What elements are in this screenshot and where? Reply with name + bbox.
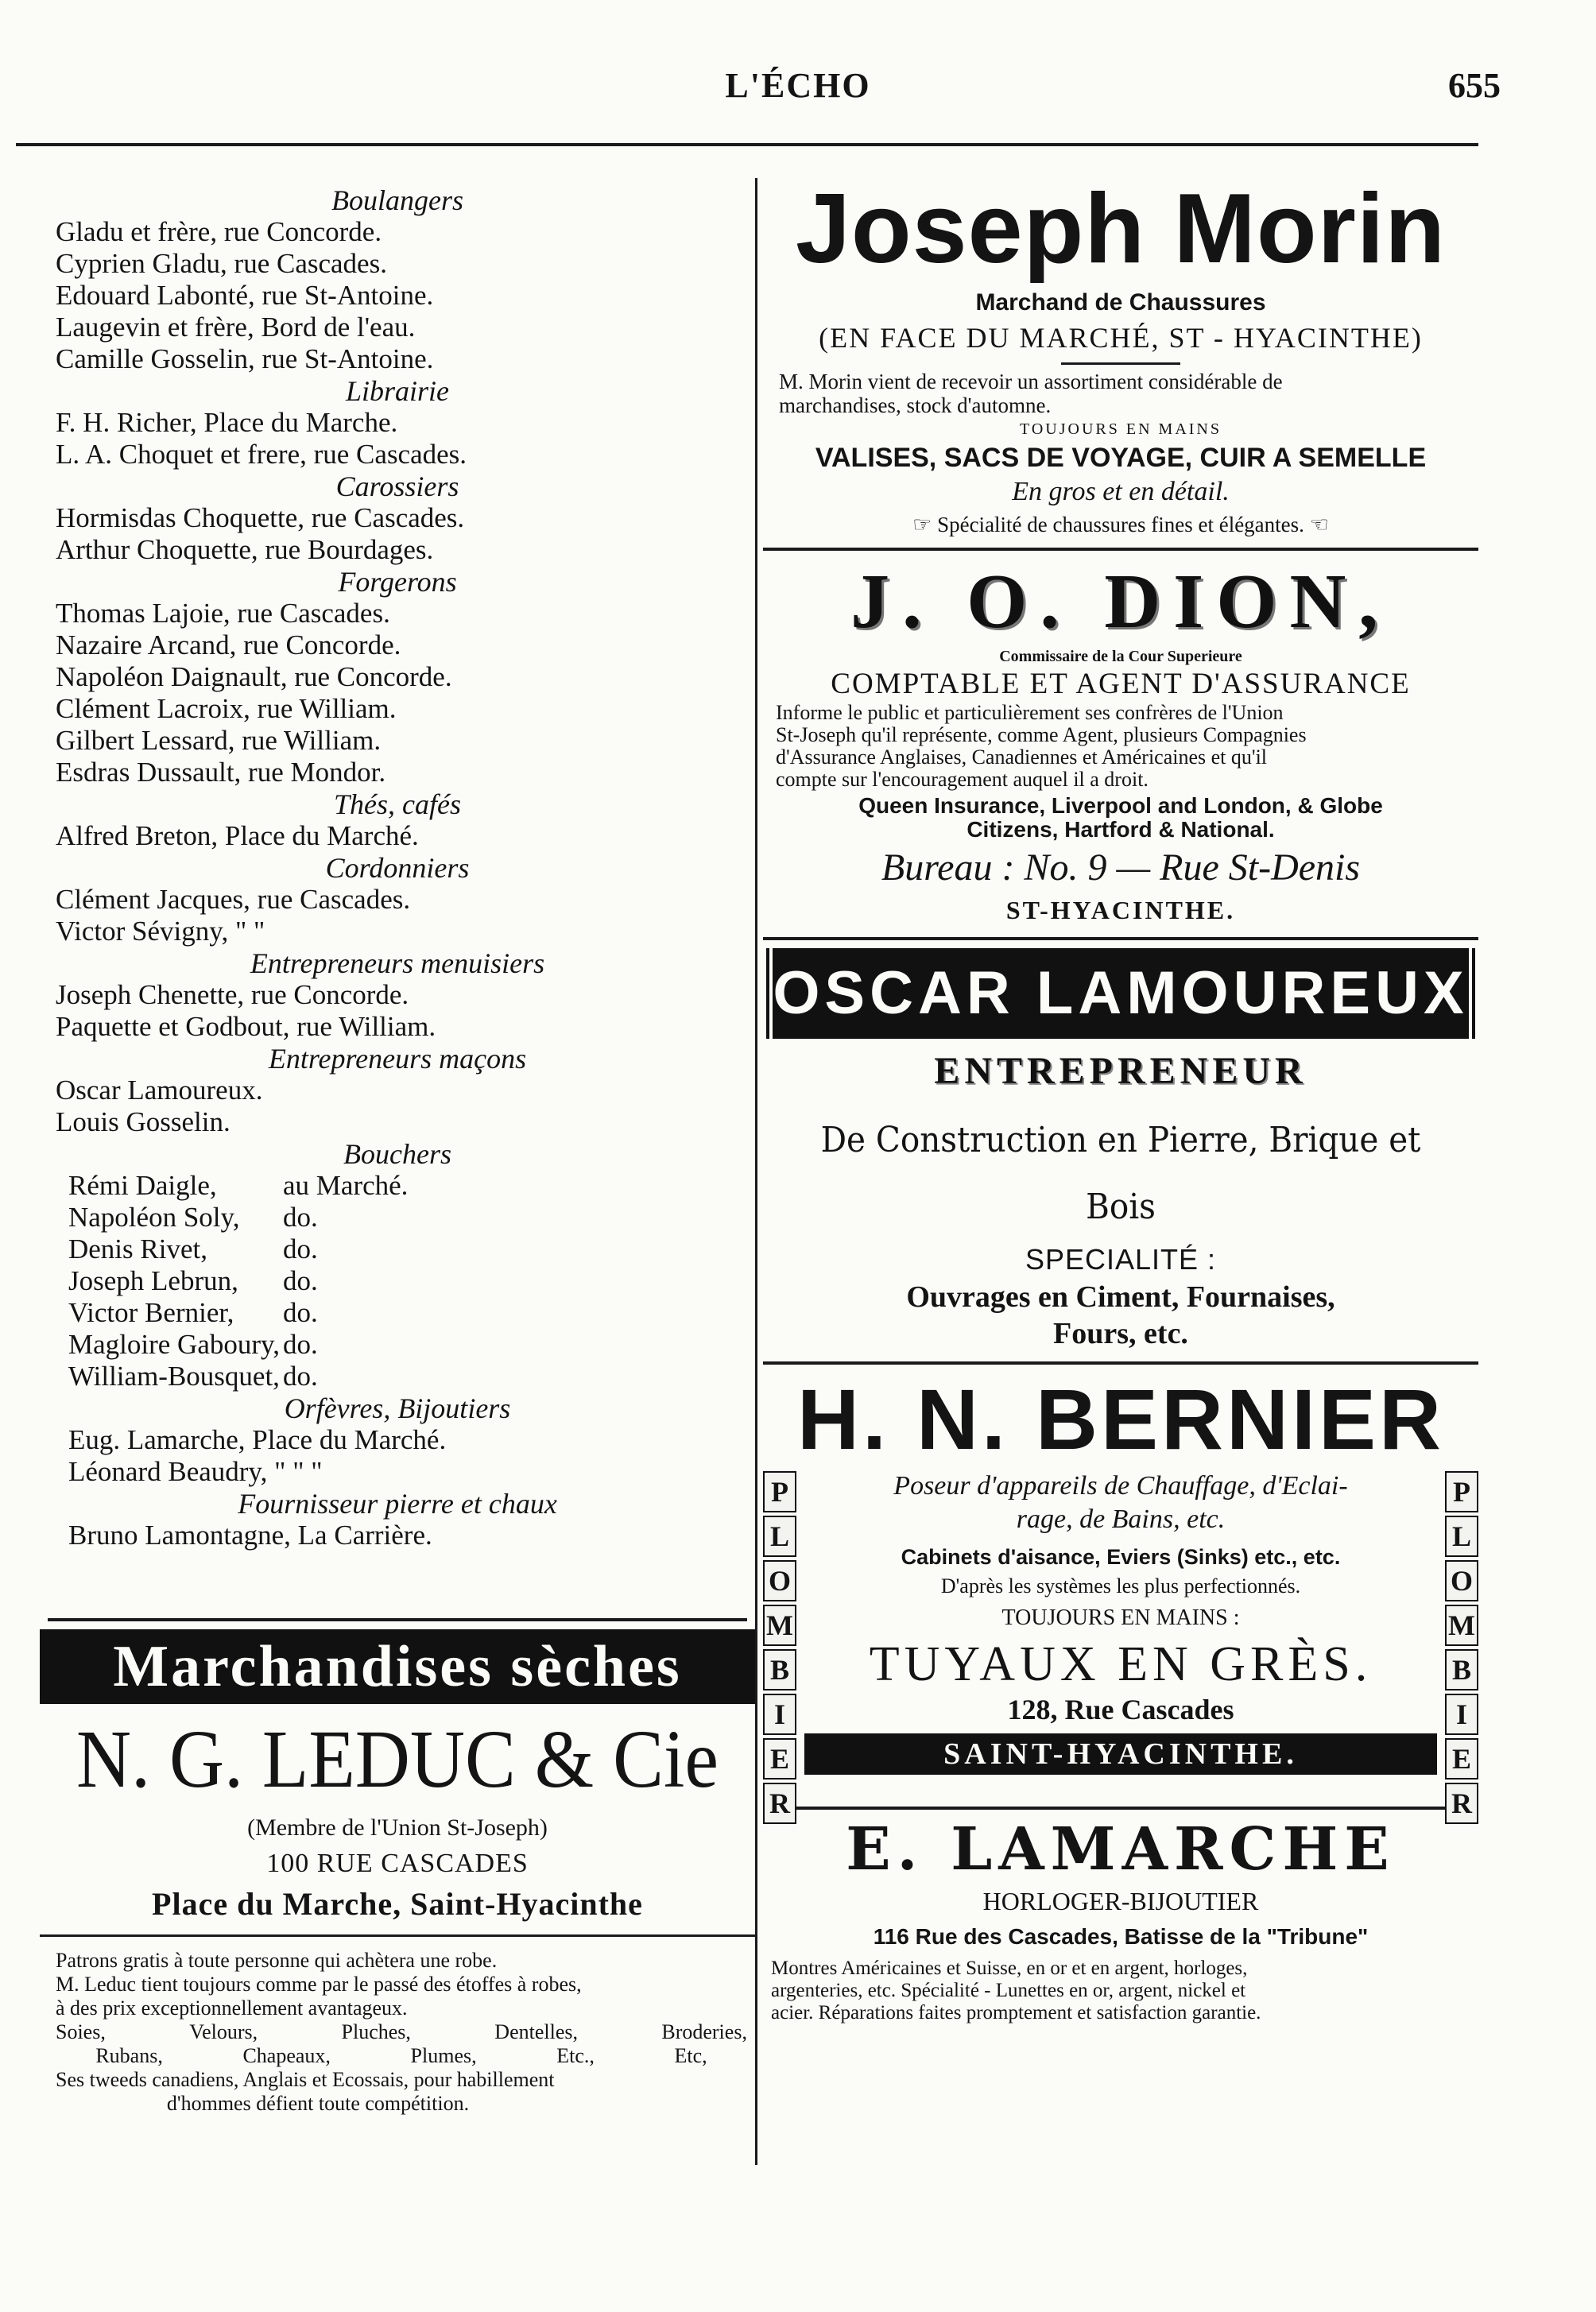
boucher-name: Magloire Gaboury,: [68, 1329, 280, 1360]
leduc-item: Dentelles,: [494, 2020, 578, 2043]
plombier-letter: E: [1445, 1738, 1478, 1780]
section-title: Fournisseur pierre et chaux: [238, 1488, 557, 1520]
bernier-poseur: rage, de Bains, etc.: [1016, 1505, 1226, 1534]
directory-entry: Clément Lacroix, rue William.: [56, 693, 397, 724]
section-title: Entrepreneurs maçons: [268, 1043, 527, 1075]
dion-text-line: St-Joseph qu'il représente, comme Agent, plusieurs Compagnies: [776, 723, 1307, 746]
section-title: Forgerons: [338, 566, 457, 598]
boucher-row: [68, 1297, 739, 1329]
leduc-item: Etc.,: [556, 2044, 595, 2067]
header-rule: [16, 143, 1478, 146]
section-title: Bouchers: [343, 1138, 451, 1170]
directory-entry: Gladu et frère, rue Concorde.: [56, 216, 382, 247]
section-title: Cordonniers: [325, 852, 470, 884]
morin-ad: [763, 170, 1478, 540]
morin-text-line: marchandises, stock d'automne.: [779, 393, 1052, 417]
bouchers-list: [56, 1170, 739, 1392]
leduc-item: Pluches,: [341, 2020, 411, 2043]
directory-entry: Cyprien Gladu, rue Cascades.: [56, 248, 387, 279]
morin-text-line: M. Morin vient de recevoir un assortiment considérable de: [779, 370, 1283, 393]
section-title: Thés, cafés: [334, 788, 461, 820]
boucher-name: William-Bousquet,: [68, 1361, 280, 1392]
leduc-mid-rule: [40, 1934, 755, 1937]
boucher-place: do.: [283, 1361, 318, 1392]
ad-separator: [763, 548, 1478, 551]
page-number: 655: [1448, 66, 1501, 105]
pointing-hand-icon: ☞: [912, 513, 938, 536]
lamarche-trade: HORLOGER-BIJOUTIER: [982, 1887, 1259, 1915]
lamoureux-ad: [763, 948, 1478, 1352]
dion-text-line: d'Assurance Anglaises, Canadiennes et Américaines et qu'il: [776, 745, 1268, 769]
bernier-name: H. N. BERNIER: [796, 1371, 1445, 1467]
bernier-poseur: Poseur d'appareils de Chauffage, d'Eclai-: [893, 1471, 1348, 1501]
plombier-letter: P: [763, 1471, 796, 1512]
directory-entry: Arthur Choquette, rue Bourdages.: [56, 534, 434, 565]
morin-trade: Marchand de Chaussures: [975, 289, 1266, 316]
boucher-row: [68, 1329, 739, 1361]
plombier-letter: B: [1445, 1649, 1478, 1690]
boucher-row: [68, 1233, 739, 1265]
section-title: Librairie: [345, 375, 450, 407]
directory-entry: Oscar Lamoureux.: [56, 1075, 263, 1106]
plombier-letter: L: [763, 1516, 796, 1557]
plombier-side-right: [1445, 1471, 1478, 1827]
dion-commissaire: Commissaire de la Cour Superieure: [999, 648, 1242, 665]
leduc-item: Chapeaux,: [242, 2044, 331, 2067]
dion-name: J. O. DION,: [850, 559, 1391, 645]
boucher-row: [68, 1202, 739, 1233]
lamoureux-name: OSCAR LAMOUREUX: [763, 948, 1478, 1039]
lamarche-name: E. LAMARCHE: [846, 1815, 1396, 1884]
dion-companies-line: Queen Insurance, Liverpool and London, & Globe: [858, 793, 1383, 818]
directory-entry: Bruno Lamontagne, La Carrière.: [68, 1520, 432, 1551]
directory-entry: Gilbert Lessard, rue William.: [56, 725, 382, 756]
plombier-letter: O: [1445, 1560, 1478, 1601]
directory-entry: Léonard Beaudry, " " ": [68, 1456, 323, 1487]
directory-entry: Thomas Lajoie, rue Cascades.: [56, 598, 390, 629]
morin-specialty-text: Spécialité de chaussures fines et élégantes.: [937, 513, 1304, 536]
directory-entry: L. A. Choquet et frere, rue Cascades.: [56, 439, 467, 470]
directory-sections: [56, 184, 739, 1138]
morin-always: TOUJOURS EN MAINS: [1020, 420, 1222, 438]
directory-column: [56, 184, 739, 1551]
dion-text-line: Informe le public et particulièrement ses confrères de l'Union: [776, 701, 1284, 724]
leduc-text-line: à des prix exceptionnellement avantageux.: [56, 1996, 408, 2020]
bernier-ad: [763, 1369, 1478, 1819]
lamarche-ad: [763, 1816, 1478, 2024]
leduc-item: Plumes,: [410, 2044, 477, 2067]
leduc-items-row: [56, 2044, 747, 2068]
lamoureux-construction: De Construction en Pierre, Brique et Bois: [820, 1120, 1421, 1227]
lamoureux-specialite: SPECIALITÉ :: [1025, 1243, 1217, 1276]
leduc-item: Rubans,: [95, 2044, 163, 2067]
dion-title: COMPTABLE ET AGENT D'ASSURANCE: [831, 668, 1411, 700]
section-title: Carossiers: [335, 471, 459, 502]
directory-entry: Victor Sévigny, " ": [56, 916, 265, 947]
plombier-letter: P: [1445, 1471, 1478, 1512]
bernier-address: 128, Rue Cascades: [1007, 1694, 1234, 1725]
directory-entry: Nazaire Arcand, rue Concorde.: [56, 629, 401, 660]
dion-ad: [763, 557, 1478, 926]
boucher-name: Victor Bernier,: [68, 1297, 234, 1328]
plombier-letter: L: [1445, 1516, 1478, 1557]
lamarche-text-line: Montres Américaines et Suisse, en or et en argent, horloges,: [771, 1958, 1248, 1979]
leduc-text-line: Ses tweeds canadiens, Anglais et Ecossais, pour habillement: [56, 2068, 555, 2091]
boucher-place: do.: [283, 1202, 318, 1233]
leduc-text-line: d'hommes défient toute compétition.: [166, 2092, 470, 2115]
morin-name: Joseph Morin: [795, 174, 1447, 284]
plombier-letter: R: [1445, 1783, 1478, 1824]
directory-entry: Hormisdas Choquette, rue Cascades.: [56, 502, 465, 533]
leduc-items-row: [56, 2020, 747, 2044]
dion-bureau: Bureau : No. 9 — Rue St-Denis: [881, 846, 1361, 889]
leduc-item: Velours,: [189, 2020, 258, 2043]
leduc-place: Place du Marche, Saint-Hyacinthe: [152, 1886, 643, 1922]
boucher-row: [68, 1265, 739, 1297]
ad-separator: [763, 1807, 1478, 1810]
boucher-place: au Marché.: [283, 1170, 409, 1201]
directory-entry: Eug. Lamarche, Place du Marché.: [68, 1424, 447, 1455]
bernier-always: TOUJOURS EN MAINS :: [1001, 1605, 1240, 1630]
leduc-top-rule: [48, 1618, 747, 1621]
leduc-banner: Marchandises sèches: [40, 1629, 755, 1704]
morin-specialty: [763, 509, 1478, 540]
leduc-address: 100 RUE CASCADES: [266, 1849, 529, 1878]
directory-entry: Napoléon Daignault, rue Concorde.: [56, 661, 452, 692]
boucher-place: do.: [283, 1329, 318, 1360]
bernier-city: SAINT-HYACINTHE.: [804, 1733, 1437, 1775]
ad-separator: [763, 937, 1478, 940]
morin-location: (EN FACE DU MARCHÉ, ST - HYACINTHE): [819, 322, 1423, 354]
ads-column: [763, 170, 1478, 2024]
leduc-ad: [40, 1629, 755, 2116]
plombier-letter: I: [763, 1694, 796, 1735]
dion-city: ST-HYACINTHE.: [1005, 896, 1236, 924]
pointing-hand-icon: ☜: [1304, 513, 1329, 536]
leduc-item: Broderies,: [661, 2020, 747, 2043]
plombier-letter: I: [1445, 1694, 1478, 1735]
plombier-letter: B: [763, 1649, 796, 1690]
boucher-row: [68, 1170, 739, 1202]
plombier-letter: O: [763, 1560, 796, 1601]
lamarche-text-line: argenteries, etc. Spécialité - Lunettes en or, argent, nickel et: [771, 1980, 1246, 2001]
leduc-text-line: M. Leduc tient toujours comme par le passé des étoffes à robes,: [56, 1973, 582, 1996]
boucher-name: Denis Rivet,: [68, 1233, 207, 1264]
boucher-name: Joseph Lebrun,: [68, 1265, 238, 1296]
morin-short-rule: [1061, 362, 1180, 365]
morin-goods: VALISES, SACS DE VOYAGE, CUIR A SEMELLE: [815, 443, 1427, 473]
directory-entry: Esdras Dussault, rue Mondor.: [56, 757, 386, 788]
ad-separator: [763, 1361, 1478, 1365]
leduc-name: N. G. LEDUC & Cie: [76, 1714, 719, 1805]
plombier-side-left: [763, 1471, 796, 1827]
section-title: Entrepreneurs menuisiers: [250, 947, 545, 979]
section-title: Orfèvres, Bijoutiers: [284, 1392, 511, 1424]
leduc-text-line: Patrons gratis à toute personne qui achètera une robe.: [56, 1949, 498, 1972]
boucher-place: do.: [283, 1265, 318, 1296]
lamoureux-role: ENTREPRENEUR: [934, 1050, 1307, 1092]
lamarche-text-line: acier. Réparations faites promptement et satisfaction garantie.: [771, 2002, 1261, 2023]
directory-entry: Laugevin et frère, Bord de l'eau.: [56, 312, 416, 343]
leduc-member: (Membre de l'Union St-Joseph): [247, 1814, 548, 1841]
boucher-place: do.: [283, 1233, 318, 1264]
directory-entry: Alfred Breton, Place du Marché.: [56, 820, 419, 851]
column-divider: [755, 178, 757, 2165]
directory-entry: F. H. Richer, Place du Marche.: [56, 407, 398, 438]
directory-entry: Edouard Labonté, rue St-Antoine.: [56, 280, 434, 311]
boucher-name: Rémi Daigle,: [68, 1170, 217, 1201]
section-title: Boulangers: [331, 184, 463, 216]
leduc-item: Soies,: [56, 2020, 106, 2043]
plombier-letter: M: [1445, 1605, 1478, 1646]
page-header-title: L'ÉCHO: [725, 66, 871, 105]
lamoureux-works: Ouvrages en Ciment, Fournaises,: [906, 1280, 1335, 1314]
lamoureux-works: Fours, etc.: [1053, 1317, 1188, 1350]
plombier-letter: R: [763, 1783, 796, 1824]
boucher-place: do.: [283, 1297, 318, 1328]
leduc-item: Etc,: [674, 2044, 707, 2067]
morin-gros: En gros et en détail.: [1012, 477, 1230, 506]
plombier-letter: E: [763, 1738, 796, 1780]
plombier-letter: M: [763, 1605, 796, 1646]
boucher-name: Napoléon Soly,: [68, 1202, 240, 1233]
bernier-tuyaux: TUYAUX EN GRÈS.: [869, 1637, 1373, 1691]
lamarche-address: 116 Rue des Cascades, Batisse de la "Tribune": [873, 1924, 1369, 1949]
bernier-systemes: D'après les systèmes les plus perfectionnés.: [940, 1574, 1301, 1597]
directory-entry: Louis Gosselin.: [56, 1106, 230, 1137]
bernier-cabinets: Cabinets d'aisance, Eviers (Sinks) etc., etc.: [901, 1545, 1341, 1569]
directory-entry: Paquette et Godbout, rue William.: [56, 1011, 436, 1042]
directory-entry: Camille Gosselin, rue St-Antoine.: [56, 343, 434, 374]
dion-companies-line: Citizens, Hartford & National.: [967, 817, 1275, 842]
dion-companies: [763, 794, 1478, 842]
directory-entry: Clément Jacques, rue Cascades.: [56, 884, 411, 915]
dion-text-line: compte sur l'encouragement auquel il a droit.: [776, 768, 1149, 791]
directory-entry: Joseph Chenette, rue Concorde.: [56, 979, 409, 1010]
boucher-row: [68, 1361, 739, 1392]
